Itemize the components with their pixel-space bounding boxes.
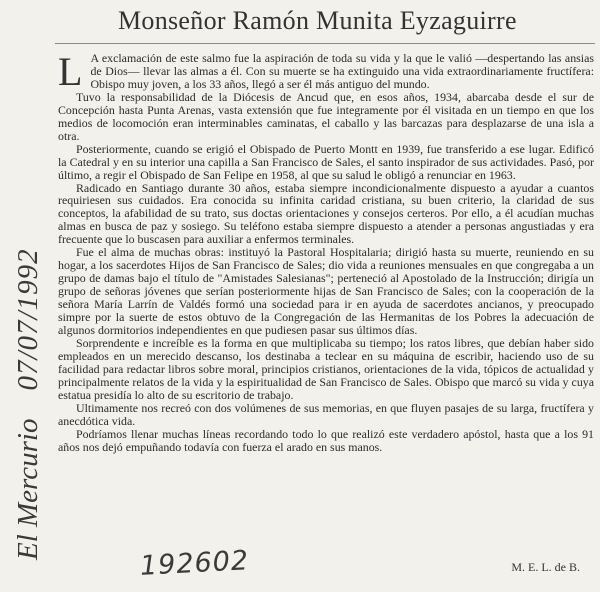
paragraph-3: Posteriormente, cuando se erigió el Obispado de Puerto Montt en 1939, fue transferido a ese lugar. Edificó la Catedral y en su interior una capilla a San Francisco de Sales, el santo inspirador de sus actividades. Pasó, por último, a regir el Obispado de San Felipe en 1958, al que su salud le obligó a renunciar en 1963. bbox=[58, 141, 594, 182]
title-divider bbox=[55, 43, 595, 44]
article-body bbox=[58, 49, 594, 454]
paragraph-2: Tuvo la responsabilidad de la Diócesis de Ancud que, en esos años, 1934, abarcaba desde el sur de Concepción hasta Punta Arenas, vasta extensión que fue integramente por él visitada en un tiempo en que los medios de locomoción eran interminables caminatas, el caballo y las barcazas para desplazarse de una isla a otra. bbox=[58, 89, 594, 143]
paragraph-5: Fue el alma de muchas obras: instituyó la Pastoral Hospitalaria; dirigió hasta su muerte, reuniendo en su hogar, a los sacerdotes Hijos de San Francisco de Sales; dio vida a reuniones mensuales en que congregaba a un grupo de damas bajo el título de "Amistades Salesianas"; perteneció al Apostolado de la Instrucción; dirigía un grupo de señoras jóvenes que serían posteriormente hijas de San Francisco de Sales; con la cooperación de la señora María Larrín de Valdés formó una sociedad para ir en ayuda de sacerdotes ancianos, y preocupado simpre por la suerte de estos obtuvo de la Congregación de las Hermanitas de los Pobres la adecuación de algunos dormitorios independientes en que pudiesen pasar sus últimos días. bbox=[58, 245, 594, 338]
handwritten-source: El Mercurio bbox=[12, 418, 44, 560]
paragraph-8: Podríamos llenar muchas líneas recordando todo lo que realizó este verdadero apóstol, hasta que a los 91 años nos dejó empuñando todavía con fuerza el arado en sus manos. bbox=[58, 426, 594, 454]
author-signature: M. E. L. de B. bbox=[511, 560, 580, 574]
paragraph-7: Ultimamente nos recreó con dos volúmenes de sus memorias, en que fluyen pasajes de su larga, fructífera y anecdótica vida. bbox=[58, 400, 594, 428]
drop-cap: L bbox=[58, 49, 83, 94]
handwritten-date: 07/07/1992 bbox=[12, 248, 44, 391]
article-title: Monseñor Ramón Munita Eyzaguirre bbox=[118, 6, 517, 35]
handwritten-number: 192602 bbox=[139, 545, 250, 582]
handwritten-annotation bbox=[12, 248, 45, 560]
paragraph-1-text: A exclamación de este salmo fue la aspiración de toda su vida y la que le valió —despertando las ansias de Dios— llevar las almas a él. Con su muerte se ha extinguido una vida extraordinariamente fructífera: Obispo muy joven, a los 33 años, llegó a ser él más antiguo del mundo. bbox=[90, 51, 594, 91]
paragraph-4: Radicado en Santiago durante 30 años, estaba siempre incondicionalmente dispuesto a ayudar a cuantos requiriesen sus cuidados. Era conocida su infinita caridad cristiana, su buen criterio, la claridad de sus conceptos, la afabilidad de su trato, sus doctas orientaciones y consejos certeros. Por ello, a él acudían muchas almas en busca de paz y sosiego. Su teléfono estaba siempre dispuesto a atender a personas angustiadas y era frecuente que lo buscasen para auxiliar a enfermos terminales. bbox=[58, 180, 594, 247]
paragraph-1 bbox=[58, 49, 594, 94]
paragraph-6: Sorprendente e increíble es la forma en que multiplicaba su tiempo; los ratos libres, que debían haber sido empleados en un merecido descanso, los destinaba a teclear en su máquina de escribir, haciendo uso de su facilidad para redactar libros sobre moral, principios cristianos, orientaciones de la vida, tópicos de actualidad y principalmente relatos de la vida y la espiritualidad de San Francisco de Sales. Obispo que marcó su vida y cuya estatua presidía lo alto de su escritorio de trabajo. bbox=[58, 335, 594, 402]
